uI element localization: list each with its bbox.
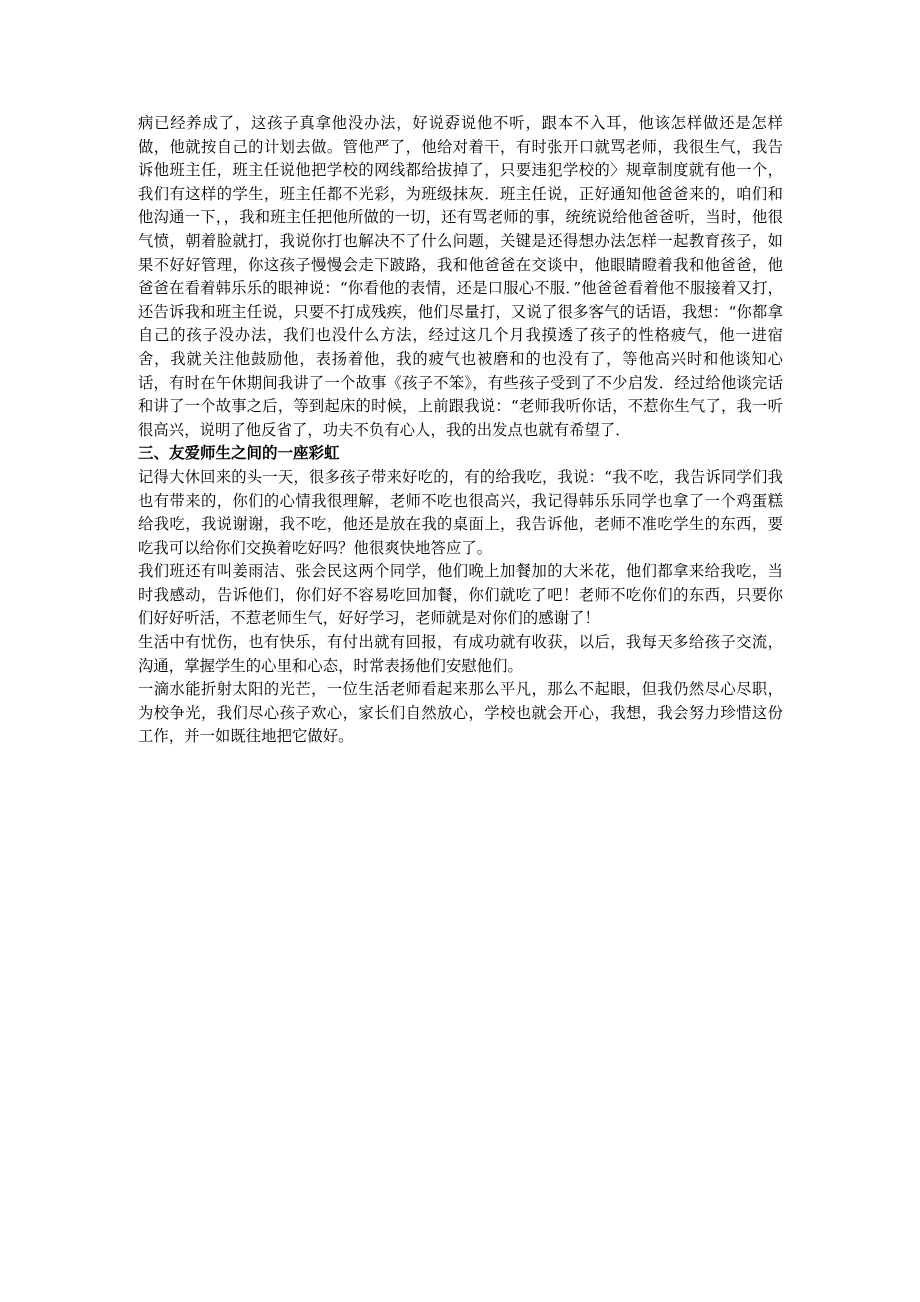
paragraph-3: 我们班还有叫姜雨洁、张会民这两个同学，他们晚上加餐加的大米花，他们都拿来给我吃，当时我感动，告诉他们，你们好不容易吃回加餐，你们就吃了吧！老师不吃你们的东西，只要你们好好听活，不惹老师生气，好好学习，老师就是对你们的感谢了！ (138, 562, 783, 628)
document-page (138, 112, 783, 749)
paragraph-4: 生活中有忧伤，也有快乐，有付出就有回报，有成功就有收获，以后，我每天多给孩子交流，沟通，掌握学生的心里和心态，时常表扬他们安慰他们。 (138, 633, 783, 675)
paragraph-2: 记得大休回来的头一天，很多孩子带来好吃的，有的给我吃，我说：“我不吃，我告诉同学们我也有带来的，你们的心情我很理解，老师不吃也很高兴，我记得韩乐乐同学也拿了一个鸡蛋糕给我吃，我说谢谢，我不吃，他还是放在我的桌面上，我告诉他，老师不准吃学生的东西，要吃我可以给你们交换着吃好吗？他很爽快地答应了。 (138, 467, 783, 557)
paragraph-1: 病已经养成了，这孩子真拿他没办法，好说孬说他不听，跟本不入耳，他该怎样做还是怎样做，他就按自己的计划去做。管他严了，他给对着干，有时张开口就骂老师，我很生气，我告诉他班主任，班主任说他把学校的网线都给拔掉了，只要违犯学校的〉规章制度就有他一个，我们有这样的学生，班主任都不光彩，为班级抹灰．班主任说，正好通知他爸爸来的，咱们和他沟通一下，，我和班主任把他所做的一切，还有骂老师的事，统统说给他爸爸听，当时，他很气愤，朝着脸就打，我说你打也解决不了什么问题，关键是还得想办法怎样一起教育孩子，如果不好好管理，你这孩子慢慢会走下跛路，我和他爸爸在交谈中，他眼睛瞪着我和他爸爸，他爸爸在看着韩乐乐的眼神说：“你看他的表情，还是口服心不服．”他爸爸看着他不服接着又打，还告诉我和班主任说，只要不打成残疾，他们尽量打，又说了很多客气的话语，我想：“你都拿自己的孩子没办法，我们也没什么方法，经过这几个月我摸透了孩子的性格疲气，他一进宿舍，我就关注他鼓励他，表扬着他，我的疲气也被磨和的也没有了，等他高兴时和他谈知心话，有时在午休期间我讲了一个故事《孩子不笨》，有些孩子受到了不少启发．经过给他谈完话和讲了一个故事之后，等到起床的时候，上前跟我说：“老师我听你话，不惹你生气了，我一听很高兴，说明了他反省了，功夫不负有心人，我的出发点也就有希望了． (138, 114, 783, 439)
paragraph-5: 一滴水能折射太阳的光芒，一位生活老师看起来那么平凡，那么不起眼，但我仍然尽心尽职，为校争光，我们尽心孩子欢心，家长们自然放心，学校也就会开心，我想，我会努力珍惜这份工作，并一如既往地把它做好。 (138, 680, 783, 746)
section-heading: 三、友爱师生之间的一座彩虹 (138, 444, 340, 463)
